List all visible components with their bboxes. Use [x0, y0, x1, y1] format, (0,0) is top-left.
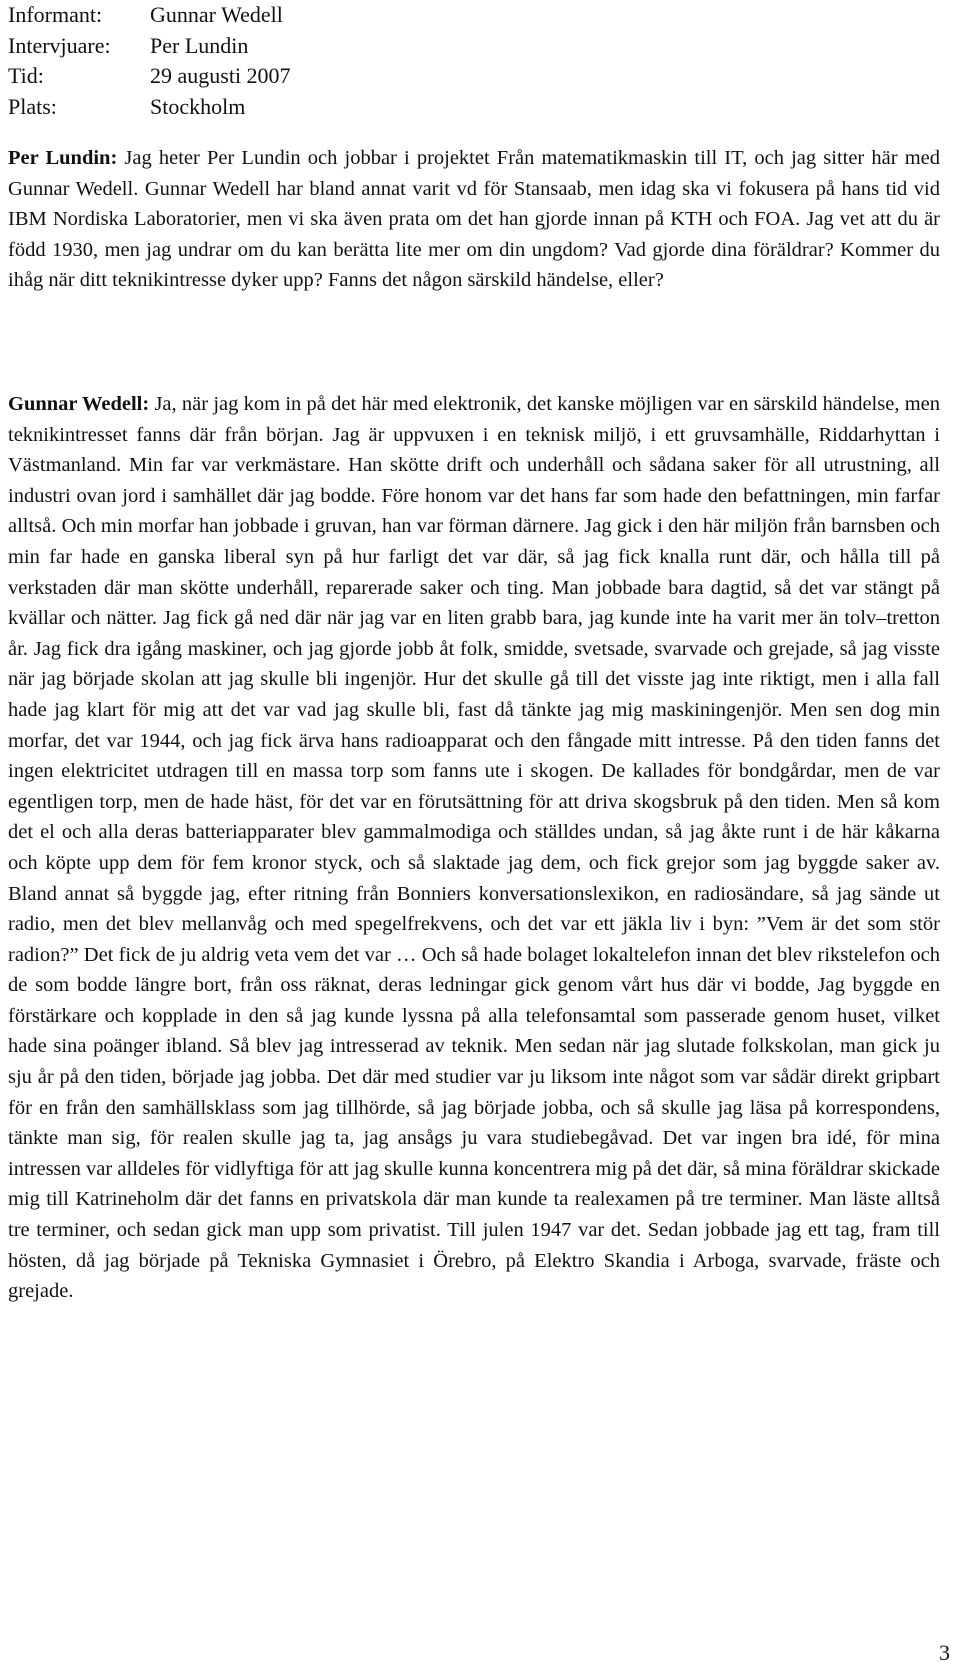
header-row-place [8, 92, 291, 123]
header-value: Gunnar Wedell [150, 2, 283, 27]
header-label: Tid: [8, 63, 44, 88]
speaker-name: Per Lundin: [8, 147, 118, 169]
header-label: Plats: [8, 93, 57, 119]
header-label: Informant: [8, 2, 103, 27]
header-row-time [8, 61, 291, 92]
header-value: 29 augusti 2007 [150, 63, 291, 88]
transcript-paragraph [8, 389, 940, 1307]
transcript-paragraph [8, 143, 940, 296]
header-value: Stockholm [150, 93, 246, 119]
header-label: Intervjuare: [8, 32, 111, 58]
header-row-interviewer [8, 31, 291, 62]
speaker-name: Gunnar Wedell: [8, 393, 150, 415]
header-row-informant [8, 0, 291, 31]
page-number: 3 [939, 1640, 950, 1665]
interview-header [8, 0, 291, 122]
speech-text: Jag heter Per Lundin och jobbar i projektet Från matematikmaskin till IT, och jag sitter här med Gunnar Wedell. Gunnar Wedell har bland annat varit vd för Stansaab, men idag ska vi fokusera på hans tid vid IBM Nordiska Laboratorier, men vi ska även prata om det han gjorde innan på KTH och FOA. Jag vet att du är född 1930, men jag undrar om du kan berätta lite mer om din ungdom? Vad gjorde dina föräldrar? Kommer du ihåg när ditt teknikintresse dyker upp? Fanns det någon särskild händelse, eller? [8, 147, 940, 292]
speech-text: Ja, när jag kom in på det här med elektronik, det kanske möjligen var en särskild händelse, men teknikintresset fanns där från början. Jag är uppvuxen i en teknisk miljö, i ett gruvsamhälle, Riddarhyttan i Västmanland. Min far var verkmästare. Han skötte drift och underhåll och sådana saker för all utrustning, all industri ovan jord i samhället där jag bodde. Före honom var det hans far som hade den befattningen, min farfar alltså. Och min morfar han jobbade i gruvan, han var förman därnere. Jag gick i den här miljön från barnsben och min far hade en ganska liberal syn på hur farligt det var där, så jag fick knalla runt där, och hålla till på verkstaden där man skötte underhåll, reparerade saker och ting. Man jobbade bara dagtid, så det var stängt på kvällar och nätter. Jag fick gå ned där när jag var en liten grabb bara, jag kunde inte ha varit mer än tolv–tretton år. Jag fick dra igång maskiner, och jag gjorde jobb åt folk, smidde, svetsade, svarvade och grejade, så jag visste när jag började skolan att jag skulle bli ingenjör. Hur det skulle gå till det visste jag inte riktigt, men i alla fall hade jag klart för mig att det var vad jag skulle bli, fast då tänkte jag mig maskiningenjör. Men sen dog min morfar, det var 1944, och jag fick ärva hans radioapparat och den fångade mitt intresse. På den tiden fanns det ingen elektricitet utdragen till en massa torp som fanns ute i skogen. De kallades för bondgårdar, men de var egentligen torp, men de hade häst, för det var en förutsättning för att driva skogsbruk på den tiden. Men så kom det el och alla deras batteriapparater blev gammalmodiga och ställdes undan, så jag åkte runt i de här kåkarna och köpte upp dem för fem kronor styck, och så slaktade jag dem, och fick grejor som jag byggde saker av. Bland annat så byggde jag, efter ritning från Bonniers konversationslexikon, en radiosändare, så jag sände ut radio, men det blev mellanvåg och med spegelfrekvens, och det var ett jäkla liv i byn: ”Vem är det som stör radion?” Det fick de ju aldrig veta vem det var … Och så hade bolaget lokaltelefon innan det blev rikstelefon och de som bodde längre bort, från oss räknat, deras ledningar gick genom vårt hus där vi bodde, Jag byggde en förstärkare och kopplade in den så jag kunde lyssna på alla telefonsamtal som passerade genom huset, vilket hade sina poänger ibland. Så blev jag intresserad av teknik. Men sedan när jag slutade folkskolan, man gick ju sju år på den tiden, började jag jobba. Det där med studier var ju liksom inte något som var sådär direkt gripbart för en från den samhällsklass som jag tillhörde, så jag började jobba, och så skulle jag läsa på korrespondens, tänkte man sig, för realen skulle jag ta, jag ansågs ju vara studiebegåvad. Det var ingen bra idé, för mina intressen var alldeles för vidlyftiga för att jag skulle kunna koncentrera mig på det där, så mina föräldrar skickade mig till Katrineholm där det fanns en privatskola där man kunde ta realexamen på tre terminer. Man läste alltså tre terminer, och sedan gick man upp som privatist. Till julen 1947 var det. Sedan jobbade jag ett tag, fram till hösten, då jag började på Tekniska Gymnasiet i Örebro, på Elektro Skandia i Arboga, svarvade, fräste och grejade. [8, 393, 940, 1303]
header-value: Per Lundin [150, 32, 249, 58]
